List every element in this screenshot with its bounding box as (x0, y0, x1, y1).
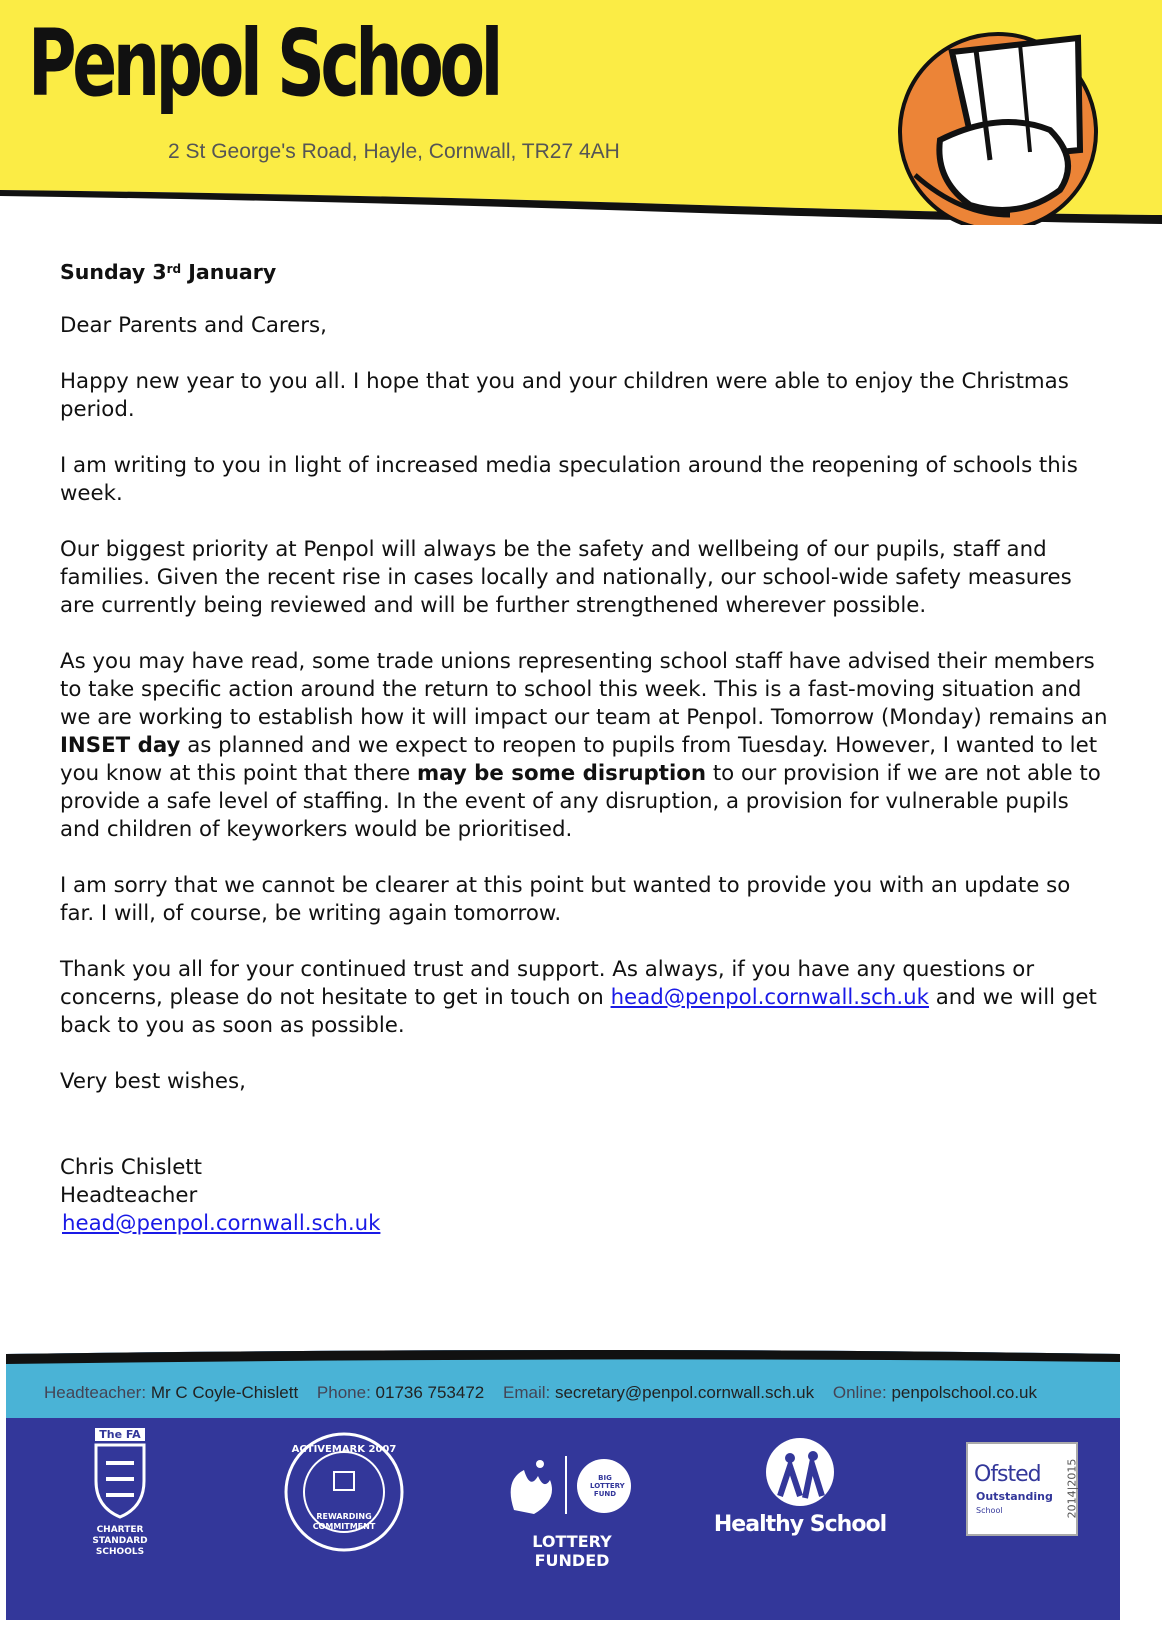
footer-contact-line (44, 1383, 1037, 1403)
letterhead (0, 0, 1162, 240)
inset-day-emphasis: INSET day (60, 733, 181, 758)
activemark-ring-text: ACTIVEMARK 2007 (291, 1444, 397, 1455)
phone-value: 01736 753472 (375, 1383, 485, 1402)
unions-text-3: to our provision if we are not able to provide a safe level of staffing. In the event of any disruption, a provision for vulnerable pupils and children of keyworkers would be prioritised. (60, 761, 1101, 842)
healthy-school-badge (710, 1436, 890, 1537)
thanks-text-1: Thank you all for your continued trust and support. As always, if you have any questions or concerns, please do not hesitate to get in touch on (60, 957, 1035, 1010)
signatory-role: Headteacher (60, 1183, 198, 1208)
date-month: January (188, 260, 277, 284)
letter-date (60, 258, 1110, 286)
ofsted-grade: Outstanding (976, 1490, 1053, 1503)
ofsted-years: 2014|2015 (1065, 1458, 1079, 1519)
fa-caption: CHARTER STANDARD SCHOOLS (92, 1525, 148, 1557)
website-value[interactable]: penpolschool.co.uk (891, 1383, 1038, 1402)
ofsted-sub: School (976, 1506, 1003, 1515)
paragraph-trade-unions (60, 648, 1110, 844)
lottery-hand-icon (494, 1450, 650, 1520)
big-lottery-text: BIG LOTTERY FUND (590, 1474, 625, 1498)
unions-text-2: as planned and we expect to reopen to pupils from Tuesday. However, I wanted to let you know at this point that there (60, 733, 1098, 786)
school-logo (880, 30, 1150, 225)
paragraph-new-year: Happy new year to you all. I hope that you and your children were able to enjoy the Christmas period. (60, 369, 1069, 422)
email-label: Email: (503, 1383, 551, 1402)
salutation: Dear Parents and Carers, (60, 313, 327, 338)
sign-off: Very best wishes, (60, 1069, 246, 1094)
signatory-name: Chris Chislett (60, 1155, 203, 1180)
phone-label: Phone: (316, 1383, 371, 1402)
disruption-emphasis: may be some disruption (416, 761, 707, 786)
headteacher-value: Mr C Coyle-Chislett (150, 1383, 299, 1402)
letter-body (60, 258, 1110, 1238)
paragraph-safety-priority: Our biggest priority at Penpol will always be the safety and wellbeing of our pupils, staff and families. Given the recent rise in cases locally and nationally, our school-wide safety measures are currently being reviewed and will be further strengthened wherever possible. (60, 537, 1072, 618)
activemark-badge (282, 1430, 406, 1558)
online-label: Online: (832, 1383, 887, 1402)
head-email-link[interactable]: head@penpol.cornwall.sch.uk (610, 985, 929, 1010)
fa-label: The FA (95, 1428, 145, 1441)
activemark-caption: REWARDING COMMITMENT (312, 1512, 376, 1531)
school-name: Penpol School (28, 10, 500, 117)
headteacher-label: Headteacher: (44, 1383, 147, 1402)
healthy-school-caption: Healthy School (713, 1512, 887, 1537)
footer-email-value[interactable]: secretary@penpol.cornwall.sch.uk (554, 1383, 815, 1402)
paragraph-media-speculation: I am writing to you in light of increased media speculation around the reopening of schools this week. (60, 453, 1078, 506)
fa-charter-badge (80, 1428, 160, 1558)
ofsted-outstanding-badge (966, 1442, 1078, 1536)
date-suffix: rd (166, 262, 182, 276)
date-day: Sunday 3 (60, 260, 167, 284)
unions-text-1: As you may have read, some trade unions representing school staff have advised their members to take specific action around the return to school this week. This is a fast-moving situation and we are working to establish how it will impact our team at Penpol. Tomorrow (Monday) remains an (60, 649, 1108, 730)
paragraph-thanks (60, 956, 1110, 1040)
thanks-text-2: and we will get back to you as soon as possible. (60, 985, 1097, 1038)
lottery-caption: LOTTERY FUNDED (532, 1532, 612, 1570)
fa-shield-icon (90, 1441, 150, 1521)
paragraph-apology: I am sorry that we cannot be clearer at this point but wanted to provide you with an update so far. I will, of course, be writing again tomorrow. (60, 873, 1071, 926)
healthy-school-figures-icon (750, 1436, 850, 1508)
signature-email-link[interactable]: head@penpol.cornwall.sch.uk (62, 1211, 381, 1236)
ofsted-name: Ofsted (974, 1462, 1041, 1487)
lottery-funded-badge (494, 1450, 650, 1570)
school-address: 2 St George's Road, Hayle, Cornwall, TR27 4AH (168, 140, 620, 163)
signature-block (60, 1154, 1110, 1238)
